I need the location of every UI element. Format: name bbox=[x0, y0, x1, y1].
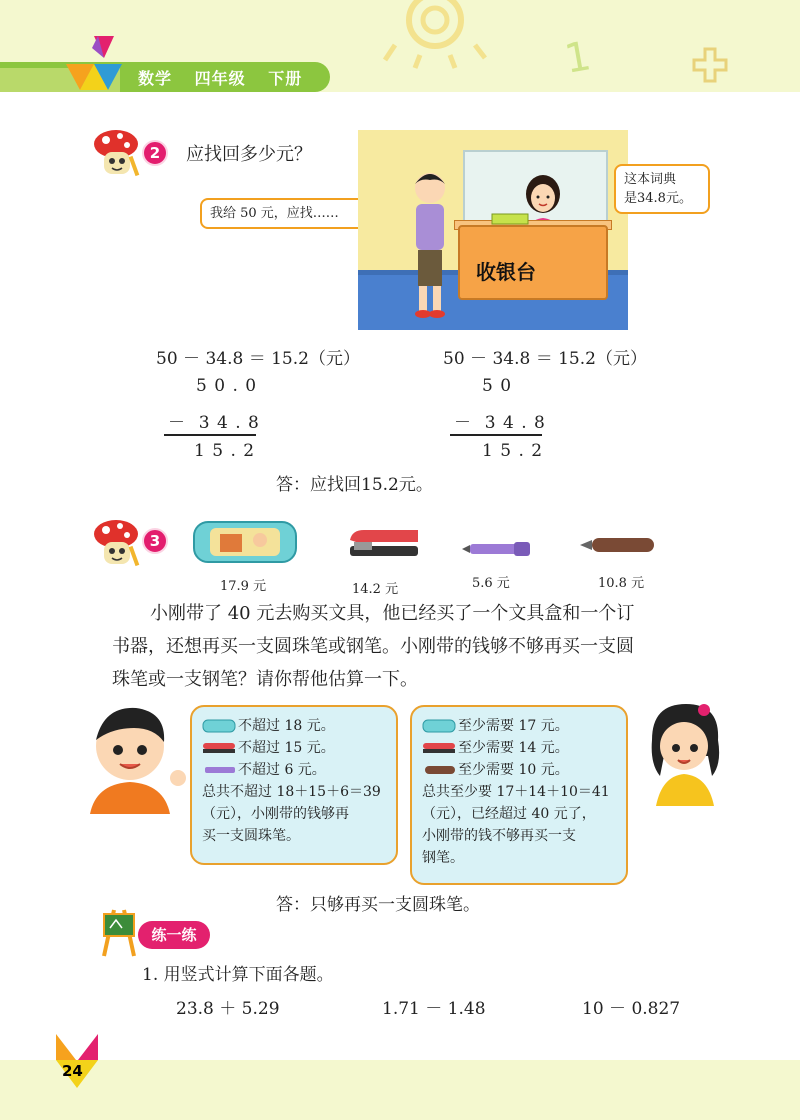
girl-estimate-line-5: （元），已经超过 40 元了， bbox=[422, 806, 596, 822]
exercise-1-item: 1.71 － 1.48 bbox=[382, 999, 486, 1019]
left-vertical-result: 1 5 . 2 bbox=[194, 441, 256, 461]
mushroom-mascot-icon bbox=[92, 128, 148, 180]
boy-estimate-line-4: 总共不超过 18＋15＋6＝39 bbox=[202, 784, 381, 800]
boy-speech-bubble: 我给 50 元，应找…… bbox=[200, 198, 388, 229]
volume-label: 下册 bbox=[268, 69, 303, 88]
boy-estimate-row-stapler bbox=[202, 737, 386, 759]
counter-label: 收银台 bbox=[476, 260, 536, 284]
footer-background bbox=[0, 1060, 800, 1120]
tangram-logo-icon bbox=[52, 1030, 102, 1090]
left-equation: 50 － 34.8 ＝ 15.2（元） bbox=[156, 349, 360, 369]
subject-label: 数学 bbox=[138, 69, 173, 88]
right-vertical-top: 5 0 bbox=[482, 376, 513, 396]
clerk-speech-line-1: 这本词典 bbox=[624, 172, 677, 187]
right-equation: 50 － 34.8 ＝ 15.2（元） bbox=[443, 349, 647, 369]
boy-customer-icon bbox=[404, 170, 454, 320]
header-title bbox=[138, 66, 318, 89]
mushroom-mascot-icon bbox=[92, 518, 148, 570]
ballpoint-pen-price: 5.6 元 bbox=[472, 576, 510, 591]
left-vertical-line bbox=[164, 434, 256, 436]
problem-line-3: 珠笔或一支钢笔？请你帮他估算一下。 bbox=[112, 669, 418, 690]
question-number-badge: 3 bbox=[142, 528, 168, 554]
practice-label: 练一练 bbox=[138, 921, 210, 949]
exercise-1-item: 10 － 0.827 bbox=[582, 999, 681, 1019]
right-vertical-subtrahend: － 3 4 . 8 bbox=[454, 413, 546, 433]
left-vertical-subtrahend: － 3 4 . 8 bbox=[168, 413, 260, 433]
pencil-box-mini-icon bbox=[422, 718, 456, 734]
boy-estimate-line-1: 不超过 18 元。 bbox=[238, 718, 335, 734]
ballpoint-pen-mini-icon bbox=[202, 765, 236, 775]
boy-estimate-line-3: 不超过 6 元。 bbox=[238, 762, 326, 778]
pencil-box-price: 17.9 元 bbox=[220, 579, 267, 594]
clerk-speech-bubble bbox=[614, 164, 710, 214]
boy-estimate-line-6: 买一支圆珠笔。 bbox=[202, 828, 300, 844]
girl-estimate-row-fountain-pen bbox=[422, 759, 616, 781]
girl-estimate-row-pencil-box bbox=[422, 715, 616, 737]
girl-estimate-line-7: 钢笔。 bbox=[422, 850, 464, 866]
chalkboard-easel-icon bbox=[96, 906, 142, 958]
ballpoint-pen-icon bbox=[460, 540, 534, 558]
stapler-mini-icon bbox=[422, 741, 456, 755]
pencil-box-icon bbox=[190, 516, 300, 568]
fountain-pen-price: 10.8 元 bbox=[598, 576, 645, 591]
cashier-illustration bbox=[358, 130, 628, 330]
fountain-pen-mini-icon bbox=[422, 765, 456, 775]
girl-estimate-line-6: 小刚带的钱不够再买一支 bbox=[422, 828, 576, 844]
right-vertical-result: 1 5 . 2 bbox=[482, 441, 544, 461]
stapler-mini-icon bbox=[202, 741, 236, 755]
question-number-badge: 2 bbox=[142, 140, 168, 166]
boy-estimate-line-5: （元），小刚带的钱够再 bbox=[202, 806, 349, 822]
girl-estimate-line-3: 至少需要 10 元。 bbox=[458, 762, 569, 778]
problem-line-1: 小刚带了 40 元去购买文具，他已经买了一个文具盒和一个订 bbox=[150, 603, 635, 624]
question-2-text: 应找回多少元？ bbox=[186, 144, 312, 165]
pencil-box-mini-icon bbox=[202, 718, 236, 734]
problem-line-2: 书器，还想再买一支圆珠笔或钢笔。小刚带的钱够不够再买一支圆 bbox=[112, 636, 634, 657]
boy-estimate-row-pencil-box bbox=[202, 715, 386, 737]
girl-estimate-line-2: 至少需要 14 元。 bbox=[458, 740, 569, 756]
answer-2: 答：应找回15.2元。 bbox=[276, 475, 433, 495]
answer-3: 答：只够再买一支圆珠笔。 bbox=[276, 895, 480, 915]
left-vertical-top: 5 0 . 0 bbox=[196, 376, 258, 396]
boy-estimate-line-2: 不超过 15 元。 bbox=[238, 740, 335, 756]
clerk-speech-line-2: 是34.8元。 bbox=[624, 191, 692, 206]
page-number: 24 bbox=[62, 1062, 83, 1080]
right-vertical-line bbox=[450, 434, 542, 436]
boy-estimate-row-ballpoint bbox=[202, 759, 386, 781]
stapler-icon bbox=[346, 526, 422, 562]
girl-estimate-box bbox=[410, 705, 628, 885]
tangram-logo-icon bbox=[64, 34, 128, 92]
number-one-decoration: 1 bbox=[561, 33, 595, 83]
fountain-pen-icon bbox=[578, 534, 658, 556]
boy-character-icon bbox=[82, 704, 192, 814]
girl-character-icon bbox=[642, 700, 728, 806]
sun-decoration bbox=[380, 0, 490, 70]
girl-estimate-line-1: 至少需要 17 元。 bbox=[458, 718, 569, 734]
girl-estimate-line-4: 总共至少要 17＋14＋10＝41 bbox=[422, 784, 610, 800]
boy-estimate-box bbox=[190, 705, 398, 865]
grade-label: 四年级 bbox=[194, 69, 246, 88]
dictionary-icon bbox=[490, 212, 530, 226]
exercise-1-title: 1. 用竖式计算下面各题。 bbox=[142, 965, 334, 985]
girl-estimate-row-stapler bbox=[422, 737, 616, 759]
exercise-1-item: 23.8 ＋ 5.29 bbox=[176, 999, 280, 1019]
stapler-price: 14.2 元 bbox=[352, 582, 399, 597]
plus-decoration bbox=[690, 45, 730, 85]
